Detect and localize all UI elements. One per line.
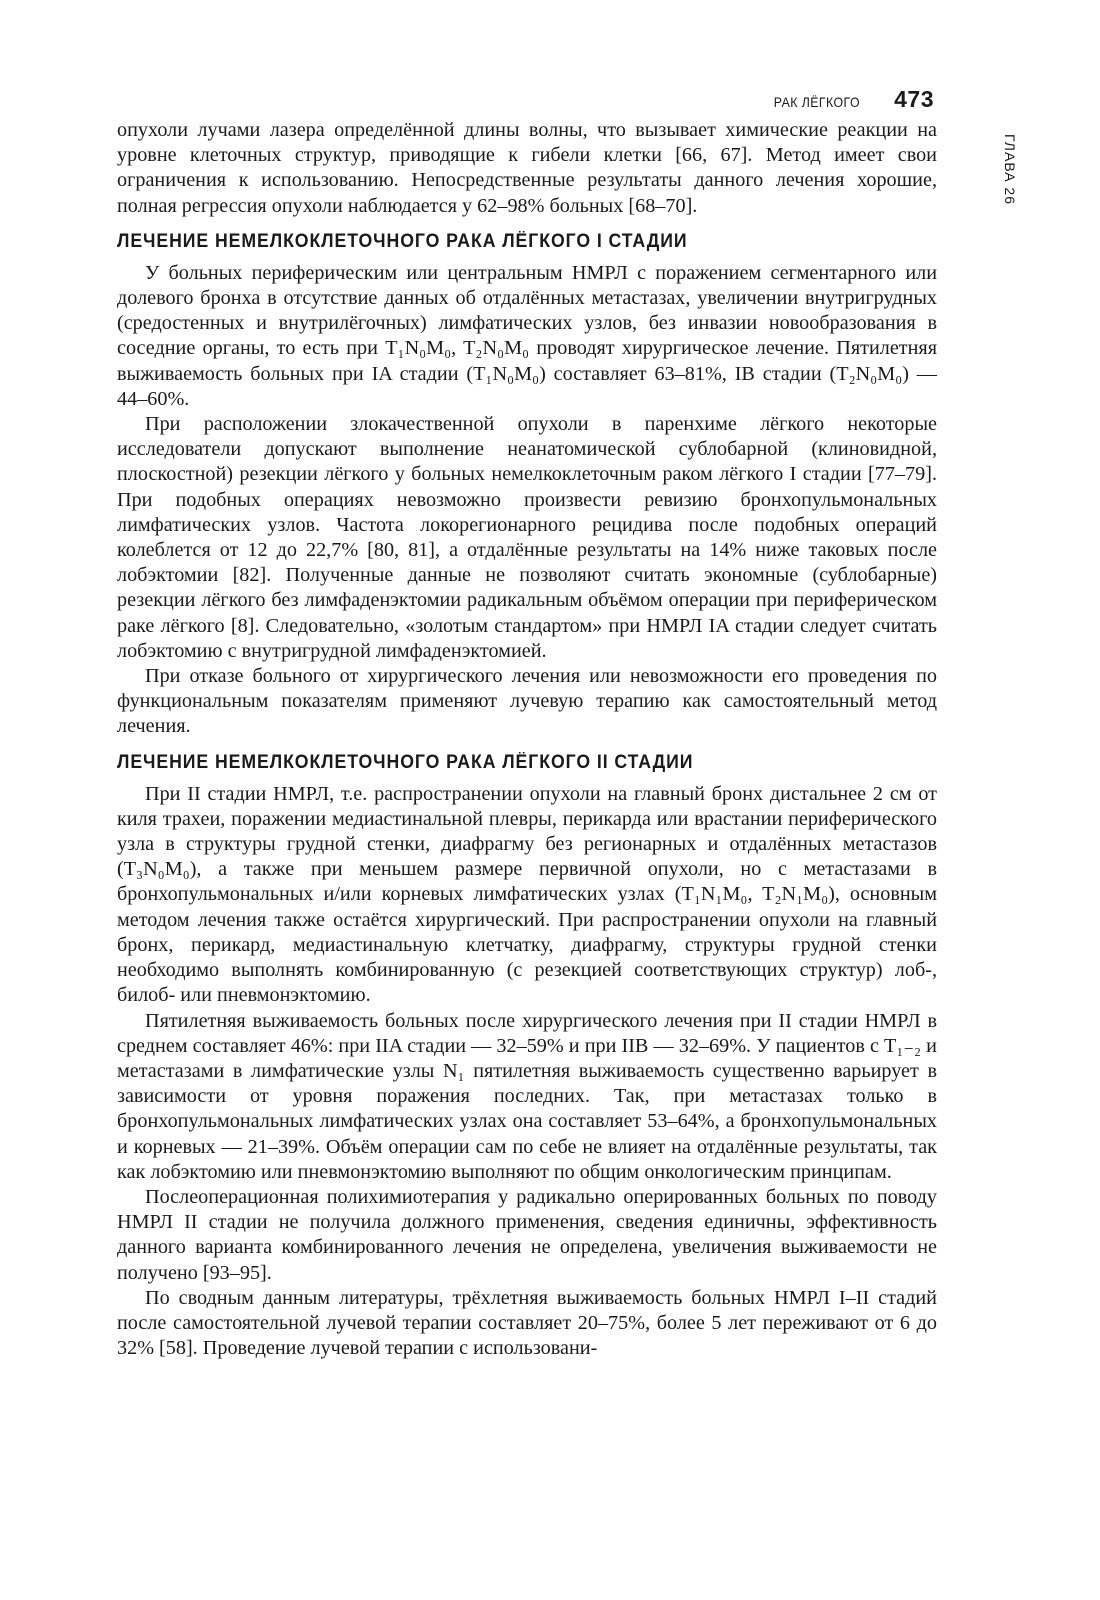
paragraph: При отказе больного от хирургического лечения или невозможности его проведения по функциональным показателям применяют лучевую терапию как самостоятельный метод лечения.	[117, 665, 937, 738]
chapter-tab	[996, 134, 1022, 214]
section-heading-stage-1: ЛЕЧЕНИЕ НЕМЕЛКОКЛЕТОЧНОГО РАКА ЛЁГКОГО I СТАДИИ	[117, 230, 688, 252]
paragraph: У больных периферическим или центральным НМРЛ с поражением сегментарного или долевого бронха в отсутствие данных об отдалённых метастазах, увеличении внутригрудных (средостенных и внутрилёгочных) лимфатических узлов, без инвазии новообразования в соседние органы, то есть при T₁N₀M₀, T₂N₀M₀ проводят хирургическое лечение. Пятилетняя выживаемость больных при IA стадии (T₁N₀M₀) составляет 63–81%, IB стадии (T₂N₀M₀) — 44–60%.	[117, 261, 937, 410]
paragraph: Послеоперационная полихимиотерапия у радикально оперированных больных по поводу НМРЛ II стадии не получила должного применения, сведения единичны, эффективность данного варианта комбинированного лечения не определена, увеличения выживаемости не получено [93–95].	[117, 1185, 937, 1284]
paragraph: Пятилетняя выживаемость больных после хирургического лечения при II стадии НМРЛ в среднем составляет 46%: при IIA стадии — 32–59% и при IIB — 32–69%. У пациентов с T₁₋₂ и метастазами в лимфатические узлы N₁ пятилетняя выживаемость существенно варьирует в зависимости от уровня поражения последних. Так, при метастазах только в бронхопульмональных лимфатических узлах она составляет 53–64%, а бронхопульмональных и корневых — 21–39%. Объём операции сам по себе не влияет на отдалённые результаты, так как лобэктомию или пневмонэктомию выполняют по общим онкологическим принципам.	[117, 1009, 937, 1183]
section-heading-stage-2: ЛЕЧЕНИЕ НЕМЕЛКОКЛЕТОЧНОГО РАКА ЛЁГКОГО II СТАДИИ	[117, 751, 694, 773]
chapter-label: ГЛАВА 26	[1002, 134, 1018, 205]
body-text	[117, 118, 937, 1361]
paragraph: опухоли лучами лазера определённой длины волны, что вызывает химические реакции на уровне клеточных структур, приводящие к гибели клетки [66, 67]. Метод имеет свои ограничения к использованию. Непосредственные результаты данного лечения хорошие, полная регрессия опухоли наблюдается у 62–98% больных [68–70].	[117, 119, 937, 217]
paragraph: По сводным данным литературы, трёхлетняя выживаемость больных НМРЛ I–II стадий после самостоятельной лучевой терапии составляет 20–75%, более 5 лет переживают от 6 до 32% [58]. Проведение лучевой терапии с использовани-	[117, 1286, 937, 1360]
paragraph: При II стадии НМРЛ, т.е. распространении опухоли на главный бронх дистальнее 2 см от киля трахеи, поражении медиастинальной плевры, перикарда или врастании периферического узла в структуры грудной стенки, диафрагму без регионарных и отдалённых метастазов (T₃N₀M₀), а также при меньшем размере первичной опухоли, но с метастазами в бронхопульмональных и/или корневых лимфатических узлах (T₁N₁M₀, T₂N₁M₀), основным методом лечения также остаётся хирургический. При распространении опухоли на главный бронх, перикард, медиастинальную клетчатку, диафрагму, структуры грудной стенки необходимо выполнять комбинированную (с резекцией соответствующих структур) лоб-, билоб- или пневмонэктомию.	[117, 782, 937, 1007]
running-head	[762, 86, 934, 113]
page-number: 473	[894, 86, 934, 112]
paragraph: При расположении злокачественной опухоли в паренхиме лёгкого некоторые исследователи допускают выполнение неанатомической сублобарной (клиновидной, плоскостной) резекции лёгкого у больных немелкоклеточным раком лёгкого I стадии [77–79]. При подобных операциях невозможно произвести ревизию бронхопульмональных лимфатических узлов. Частота локорегионарного рецидива после подобных операций колеблется от 12 до 22,7% [80, 81], а отдалённые результаты на 14% ниже таковых после лобэктомии [82]. Полученные данные не позволяют считать экономные (сублобарные) резекции лёгкого без лимфаденэктомии радикальным объёмом операции при периферическом раке лёгкого [8]. Следовательно, «золотым стандартом» при НМРЛ IA стадии следует считать лобэктомию с внутригрудной лимфаденэктомией.	[117, 413, 937, 662]
running-title: РАК ЛЁГКОГО	[773, 94, 861, 110]
